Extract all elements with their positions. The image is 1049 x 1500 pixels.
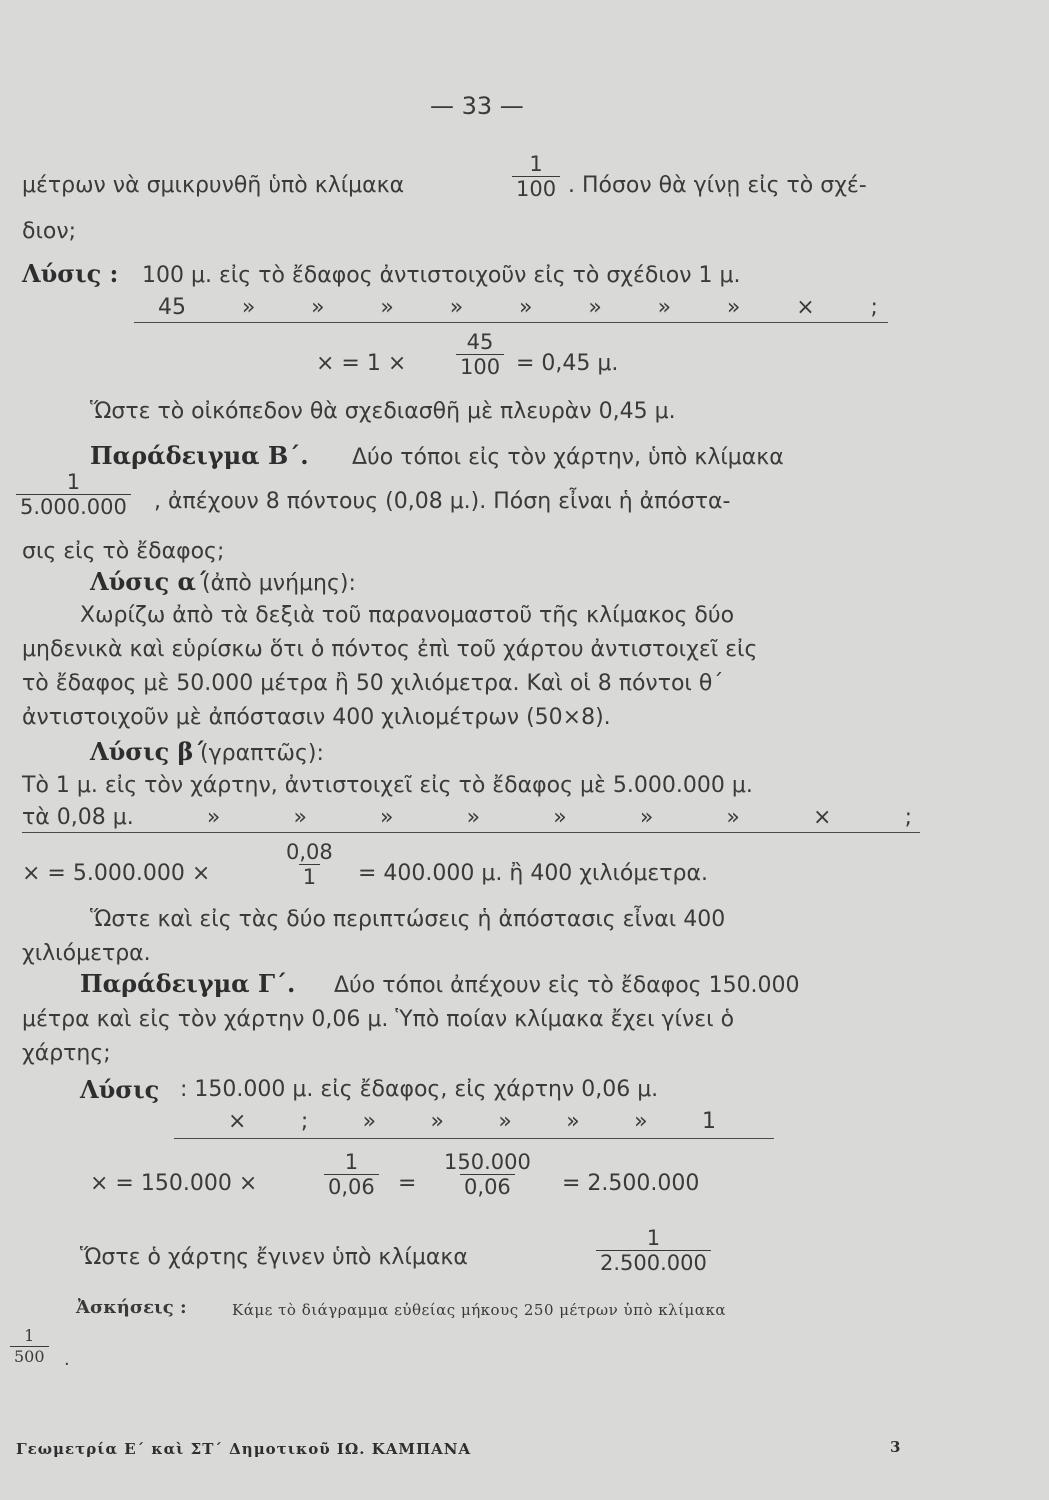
example-c-text-1: Δύο τόποι ἀπέχουν εἰς τὸ ἔδαφος 150.000: [334, 973, 800, 998]
solution-a-label: Λύσις α΄: [90, 567, 209, 596]
example-b-heading: Παράδειγμα Β΄.: [90, 441, 309, 470]
intro-text-b: . Πόσον θὰ γίνῃ εἰς τὸ σχέ-: [568, 173, 867, 198]
intro-text-c: διον;: [22, 219, 77, 244]
solution-b-label: Λύσις β΄: [90, 737, 206, 766]
example-b-conclusion-1: Ὥστε καὶ εἰς τὰς δύο περιπτώσεις ἡ ἀπόστασις εἶναι 400: [90, 907, 726, 932]
solution-a-subtitle: (ἀπὸ μνήμης):: [202, 571, 356, 596]
solution-a-line-3: τὸ ἔδαφος μὲ 50.000 μέτρα ἢ 50 χιλιόμετρα. Καὶ οἱ 8 πόντοι θ΄: [22, 671, 724, 696]
solution-label: Λύσις :: [22, 259, 119, 288]
divider-rule: [22, 832, 920, 833]
divider-rule: [134, 322, 888, 323]
equation-left: × = 1 ×: [316, 351, 407, 376]
divider-rule: [174, 1138, 774, 1139]
exercises-label: Ἀσκήσεις :: [76, 1297, 187, 1318]
equation-c-equals: =: [398, 1171, 417, 1196]
example-c-conclusion: Ὥστε ὁ χάρτης ἔγινεν ὑπὸ κλίμακα: [80, 1245, 468, 1270]
fraction-denominator: 100: [512, 176, 560, 201]
conclusion-text: Ὥστε τὸ οἰκόπεδον θὰ σχεδιασθῆ μὲ πλευρὰν 0,45 μ.: [90, 399, 676, 424]
equation-c-right: = 2.500.000: [562, 1171, 700, 1196]
equation-b-right: = 400.000 μ. ἢ 400 χιλιόμετρα.: [358, 861, 708, 886]
example-b-text-1: Δύο τόποι εἰς τὸν χάρτην, ὑπὸ κλίμακα: [352, 445, 784, 470]
example-b-text-2: , ἀπέχουν 8 πόντους (0,08 μ.). Πόση εἶναι ἡ ἀπόστα-: [154, 489, 731, 514]
solution-row-1: 100 μ. εἰς τὸ ἔδαφος ἀντιστοιχοῦν εἰς τὸ σχέδιον 1 μ.: [142, 263, 741, 288]
solution-a-line-2: μηδενικὰ καὶ εὑρίσκω ὅτι ὁ πόντος ἐπὶ τοῦ χάρτου ἀντιστοιχεῖ εἰς: [22, 637, 758, 662]
equation-b-fraction: $\frac{0,08}{1}$: [286, 840, 333, 889]
example-c-heading: Παράδειγμα Γ΄.: [80, 969, 296, 998]
exercises-text: Κάμε τὸ διάγραμμα εὐθείας μήκους 250 μέτρων ὑπὸ κλίμακα: [232, 1301, 726, 1319]
exercises-dot: .: [64, 1349, 70, 1370]
example-c-solution-row-1: : 150.000 μ. εἰς ἔδαφος, εἰς χάρτην 0,06 μ.: [180, 1077, 659, 1102]
equation-fraction: $\frac{45}{100}$: [456, 330, 504, 379]
example-b-fraction: $\frac{1}{5.000.000}$: [16, 470, 131, 519]
solution-row-2: 45 » » » » » » » » × ;: [158, 295, 878, 320]
solution-a-line-1: Χωρίζω ἀπὸ τὰ δεξιὰ τοῦ παρανομαστοῦ τῆς κλίμακος δύο: [80, 603, 735, 628]
example-c-solution-row-2: × ; » » » » » 1: [228, 1109, 716, 1134]
solution-b-row-1: Τὸ 1 μ. εἰς τὸν χάρτην, ἀντιστοιχεῖ εἰς τὸ ἔδαφος μὲ 5.000.000 μ.: [22, 773, 753, 798]
equation-c-fraction-1: $\frac{1}{0,06}$: [324, 1150, 379, 1199]
example-b-conclusion-2: χιλιόμετρα.: [22, 941, 151, 966]
solution-b-row-2: τὰ 0,08 μ. » » » » » » » × ;: [22, 805, 912, 830]
example-c-solution-label: Λύσις: [80, 1075, 160, 1104]
exercises-fraction: $\frac{1}{500}$: [10, 1326, 49, 1367]
solution-a-line-4: ἀντιστοιχοῦν μὲ ἀπόστασιν 400 χιλιομέτρων (50×8).: [22, 705, 611, 730]
equation-b-left: × = 5.000.000 ×: [22, 861, 211, 886]
example-b-text-3: σις εἰς τὸ ἔδαφος;: [22, 539, 225, 564]
intro-fraction: [512, 152, 560, 201]
solution-b-subtitle: (γραπτῶς):: [200, 741, 324, 766]
equation-c-left: × = 150.000 ×: [90, 1171, 258, 1196]
example-c-text-3: χάρτης;: [22, 1041, 111, 1066]
example-c-conclusion-fraction: $\frac{1}{2.500.000}$: [596, 1226, 711, 1275]
equation-c-fraction-2: $\frac{150.000}{0,06}$: [444, 1150, 531, 1199]
example-c-text-2: μέτρα καὶ εἰς τὸν χάρτην 0,06 μ. Ὑπὸ ποίαν κλίμακα ἔχει γίνει ὁ: [22, 1007, 735, 1032]
footer-title: Γεωμετρία Ε΄ καὶ ΣΤ΄ Δημοτικοῦ ΙΩ. ΚΑΜΠΑΝΑ: [16, 1440, 472, 1458]
footer-signature: 3: [890, 1438, 902, 1456]
fraction-numerator: 1: [529, 152, 543, 176]
equation-right: = 0,45 μ.: [516, 351, 619, 376]
page-number: — 33 —: [430, 92, 524, 120]
intro-text-a: μέτρων νὰ σμικρυνθῆ ὑπὸ κλίμακα: [22, 173, 405, 198]
